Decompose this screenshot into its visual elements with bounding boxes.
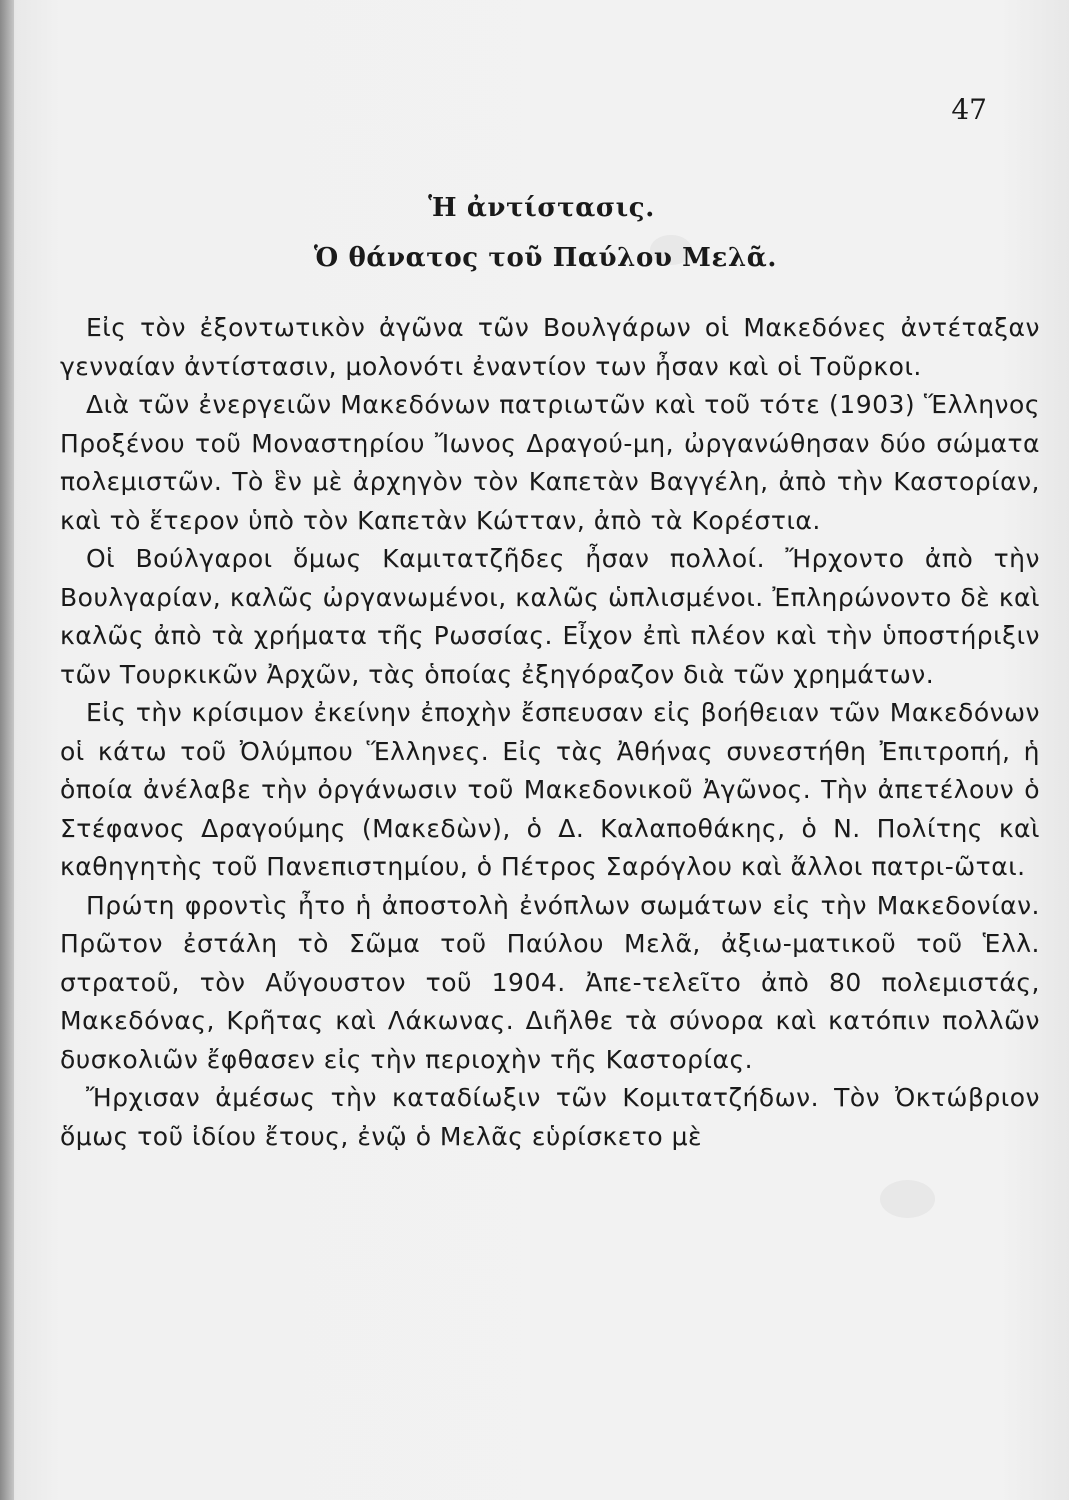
paper-stain	[880, 1180, 935, 1218]
paragraph-5: Πρώτη φροντὶς ἦτο ἡ ἀποστολὴ ἐνόπλων σωμάτων εἰς τὴν Μακεδονίαν. Πρῶτον ἐστάλη τὸ Σῶμα τοῦ Παύλου Μελᾶ, ἀξιω-ματικοῦ τοῦ Ἑλλ. στρατοῦ, τὸν Αὔγουστον τοῦ 1904. Ἀπε-τελεῖτο ἀπὸ 80 πολεμιστάς, Μακεδόνας, Κρῆτας καὶ Λάκωνας. Διῆλθε τὰ σύνορα καὶ κατόπιν πολλῶν δυσκολιῶν ἔφθασεν εἰς τὴν περιοχὴν τῆς Καστορίας.	[60, 890, 1040, 1074]
page-number: 47	[951, 93, 987, 126]
chapter-title-line-1: Ἡ ἀντίστασις.	[428, 193, 655, 223]
paragraph-6: Ἤρχισαν ἀμέσως τὴν καταδίωξιν τῶν Κομιτατζήδων. Τὸν Ὀκτώβριον ὅμως τοῦ ἰδίου ἔτους, ἐνῷ ὁ Μελᾶς εὑρίσκετο μὲ	[60, 1083, 1040, 1151]
chapter-title-line-2: Ὁ θάνατος τοῦ Παύλου Μελᾶ.	[313, 243, 778, 273]
chapter-title	[0, 183, 1069, 283]
paragraph-3: Οἱ Βούλγαροι ὅμως Καμιτατζῆδες ἦσαν πολλοί. Ἤρχοντο ἀπὸ τὴν Βουλγαρίαν, καλῶς ὠργανωμένοι, καλῶς ὡπλισμένοι. Ἐπληρώνοντο δὲ καὶ καλῶς ἀπὸ τὰ χρήματα τῆς Ρωσσίας. Εἶχον ἐπὶ πλέον καὶ τὴν ὑποστήριξιν τῶν Τουρκικῶν Ἀρχῶν, τὰς ὁποίας ἐξηγόραζον διὰ τῶν χρημάτων.	[60, 544, 1040, 689]
paragraph-1: Εἰς τὸν ἐξοντωτικὸν ἀγῶνα τῶν Βουλγάρων οἱ Μακεδόνες ἀντέταξαν γενναίαν ἀντίστασιν, μολονότι ἐναντίον των ἦσαν καὶ οἱ Τοῦρκοι.	[60, 313, 1040, 381]
paragraph-2: Διὰ τῶν ἐνεργειῶν Μακεδόνων πατριωτῶν καὶ τοῦ τότε (1903) Ἕλληνος Προξένου τοῦ Μοναστηρίου Ἴωνος Δραγού-μη, ὠργανώθησαν δύο σώματα πολεμιστῶν. Τὸ ἓν μὲ ἀρχηγὸν τὸν Καπετὰν Βαγγέλη, ἀπὸ τὴν Καστορίαν, καὶ τὸ ἕτερον ὑπὸ τὸν Καπετὰν Κώτταν, ἀπὸ τὰ Κορέστια.	[60, 390, 1040, 535]
paragraph-4: Εἰς τὴν κρίσιμον ἐκείνην ἐποχὴν ἔσπευσαν εἰς βοήθειαν τῶν Μακεδόνων οἱ κάτω τοῦ Ὀλύμπου Ἕλληνες. Εἰς τὰς Ἀθήνας συνεστήθη Ἐπιτροπή, ἡ ὁποία ἀνέλαβε τὴν ὀργάνωσιν τοῦ Μακεδονικοῦ Ἀγῶνος. Τὴν ἀπετέλουν ὁ Στέφανος Δραγούμης (Μακεδὼν), ὁ Δ. Καλαποθάκης, ὁ Ν. Πολίτης καὶ καθηγητὴς τοῦ Πανεπιστημίου, ὁ Πέτρος Σαρόγλου καὶ ἄλλοι πατρι-ῶται.	[60, 698, 1040, 881]
body-text	[60, 309, 1040, 1156]
